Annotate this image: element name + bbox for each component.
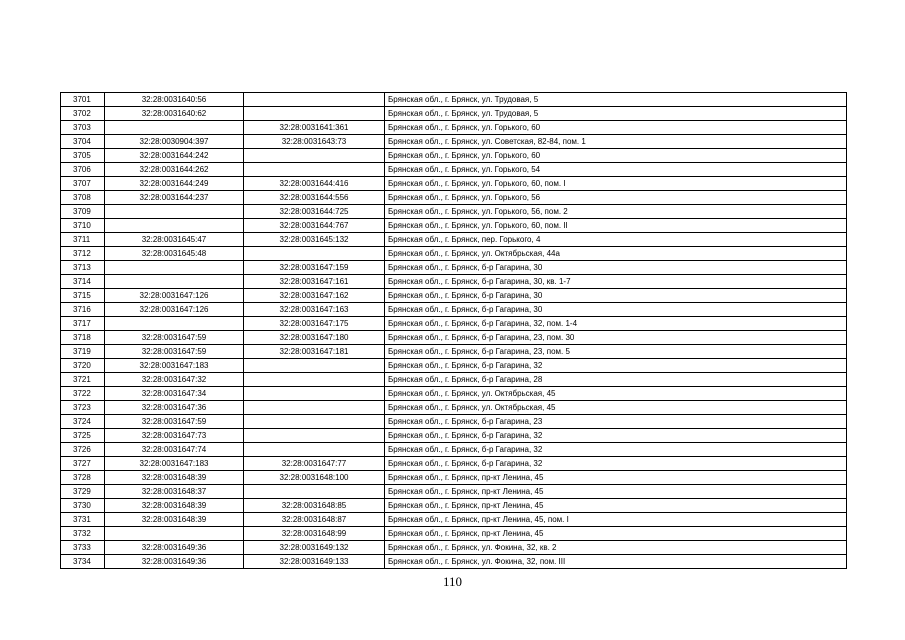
table-row xyxy=(61,513,847,527)
building-number-cell: 32:28:0031644:556 xyxy=(244,191,385,205)
cadastral-number-cell: 32:28:0031647:126 xyxy=(105,289,244,303)
building-number-cell xyxy=(244,415,385,429)
building-number-cell xyxy=(244,387,385,401)
row-number-cell: 3722 xyxy=(61,387,105,401)
row-number-cell: 3709 xyxy=(61,205,105,219)
address-cell: Брянская обл., г. Брянск, ул. Горького, 60, пом. I xyxy=(385,177,847,191)
row-number-cell: 3712 xyxy=(61,247,105,261)
table-row xyxy=(61,499,847,513)
cadastral-number-cell: 32:28:0031648:39 xyxy=(105,471,244,485)
row-number-cell: 3734 xyxy=(61,555,105,569)
table-row xyxy=(61,261,847,275)
address-cell: Брянская обл., г. Брянск, б-р Гагарина, 30, кв. 1-7 xyxy=(385,275,847,289)
table-row xyxy=(61,429,847,443)
building-number-cell: 32:28:0031647:163 xyxy=(244,303,385,317)
building-number-cell: 32:28:0031641:361 xyxy=(244,121,385,135)
building-number-cell: 32:28:0031647:162 xyxy=(244,289,385,303)
cadastral-number-cell: 32:28:0031648:37 xyxy=(105,485,244,499)
table-row xyxy=(61,443,847,457)
cadastral-number-cell: 32:28:0031648:39 xyxy=(105,513,244,527)
table-row xyxy=(61,275,847,289)
table-row xyxy=(61,219,847,233)
table-row xyxy=(61,149,847,163)
building-number-cell xyxy=(244,107,385,121)
cadastral-number-cell: 32:28:0031647:126 xyxy=(105,303,244,317)
table-row xyxy=(61,121,847,135)
address-cell: Брянская обл., г. Брянск, ул. Фокина, 32, кв. 2 xyxy=(385,541,847,555)
address-cell: Брянская обл., г. Брянск, б-р Гагарина, 30 xyxy=(385,303,847,317)
row-number-cell: 3710 xyxy=(61,219,105,233)
address-cell: Брянская обл., г. Брянск, б-р Гагарина, 30 xyxy=(385,289,847,303)
row-number-cell: 3729 xyxy=(61,485,105,499)
table-row xyxy=(61,317,847,331)
cadastral-number-cell: 32:28:0031649:36 xyxy=(105,541,244,555)
building-number-cell xyxy=(244,163,385,177)
cadastral-number-cell: 32:28:0031647:34 xyxy=(105,387,244,401)
row-number-cell: 3730 xyxy=(61,499,105,513)
address-cell: Брянская обл., г. Брянск, пр-кт Ленина, 45, пом. I xyxy=(385,513,847,527)
row-number-cell: 3724 xyxy=(61,415,105,429)
cadastral-number-cell: 32:28:0031647:183 xyxy=(105,359,244,373)
cadastral-number-cell xyxy=(105,261,244,275)
table-row xyxy=(61,331,847,345)
row-number-cell: 3727 xyxy=(61,457,105,471)
table-row xyxy=(61,471,847,485)
row-number-cell: 3725 xyxy=(61,429,105,443)
table-row xyxy=(61,527,847,541)
row-number-cell: 3721 xyxy=(61,373,105,387)
building-number-cell xyxy=(244,485,385,499)
building-number-cell: 32:28:0031648:99 xyxy=(244,527,385,541)
row-number-cell: 3707 xyxy=(61,177,105,191)
cadastral-number-cell xyxy=(105,317,244,331)
row-number-cell: 3718 xyxy=(61,331,105,345)
address-cell: Брянская обл., г. Брянск, ул. Горького, 60 xyxy=(385,149,847,163)
table-row xyxy=(61,359,847,373)
row-number-cell: 3731 xyxy=(61,513,105,527)
cadastral-number-cell xyxy=(105,205,244,219)
table-row xyxy=(61,247,847,261)
building-number-cell xyxy=(244,373,385,387)
building-number-cell: 32:28:0031647:175 xyxy=(244,317,385,331)
cadastral-number-cell: 32:28:0031647:59 xyxy=(105,331,244,345)
address-cell: Брянская обл., г. Брянск, ул. Советская, 82-84, пом. 1 xyxy=(385,135,847,149)
row-number-cell: 3717 xyxy=(61,317,105,331)
table-row xyxy=(61,177,847,191)
cadastral-number-cell: 32:28:0030904:397 xyxy=(105,135,244,149)
address-cell: Брянская обл., г. Брянск, ул. Горького, 56, пом. 2 xyxy=(385,205,847,219)
cadastral-number-cell: 32:28:0031648:39 xyxy=(105,499,244,513)
row-number-cell: 3728 xyxy=(61,471,105,485)
building-number-cell xyxy=(244,149,385,163)
building-number-cell xyxy=(244,93,385,107)
address-cell: Брянская обл., г. Брянск, пр-кт Ленина, 45 xyxy=(385,485,847,499)
table-row xyxy=(61,345,847,359)
table-row xyxy=(61,485,847,499)
building-number-cell xyxy=(244,429,385,443)
row-number-cell: 3701 xyxy=(61,93,105,107)
table-body xyxy=(61,93,847,569)
table-row xyxy=(61,541,847,555)
table-row xyxy=(61,191,847,205)
property-table xyxy=(60,92,847,569)
building-number-cell: 32:28:0031645:132 xyxy=(244,233,385,247)
table-row xyxy=(61,289,847,303)
building-number-cell: 32:28:0031647:77 xyxy=(244,457,385,471)
cadastral-number-cell: 32:28:0031647:59 xyxy=(105,345,244,359)
cadastral-number-cell xyxy=(105,275,244,289)
address-cell: Брянская обл., г. Брянск, б-р Гагарина, 32 xyxy=(385,359,847,373)
address-cell: Брянская обл., г. Брянск, пер. Горького, 4 xyxy=(385,233,847,247)
address-cell: Брянская обл., г. Брянск, б-р Гагарина, 32 xyxy=(385,443,847,457)
building-number-cell: 32:28:0031648:100 xyxy=(244,471,385,485)
cadastral-number-cell: 32:28:0031644:237 xyxy=(105,191,244,205)
cadastral-number-cell: 32:28:0031644:249 xyxy=(105,177,244,191)
address-cell: Брянская обл., г. Брянск, ул. Горького, 56 xyxy=(385,191,847,205)
address-cell: Брянская обл., г. Брянск, б-р Гагарина, 32, пом. 1-4 xyxy=(385,317,847,331)
table-row xyxy=(61,135,847,149)
address-cell: Брянская обл., г. Брянск, б-р Гагарина, 23, пом. 30 xyxy=(385,331,847,345)
address-cell: Брянская обл., г. Брянск, б-р Гагарина, 32 xyxy=(385,429,847,443)
cadastral-number-cell xyxy=(105,219,244,233)
address-cell: Брянская обл., г. Брянск, б-р Гагарина, 28 xyxy=(385,373,847,387)
table-row xyxy=(61,205,847,219)
row-number-cell: 3703 xyxy=(61,121,105,135)
row-number-cell: 3706 xyxy=(61,163,105,177)
address-cell: Брянская обл., г. Брянск, б-р Гагарина, 32 xyxy=(385,457,847,471)
building-number-cell: 32:28:0031644:767 xyxy=(244,219,385,233)
cadastral-number-cell: 32:28:0031640:56 xyxy=(105,93,244,107)
row-number-cell: 3704 xyxy=(61,135,105,149)
building-number-cell: 32:28:0031649:133 xyxy=(244,555,385,569)
table-row xyxy=(61,373,847,387)
building-number-cell: 32:28:0031648:87 xyxy=(244,513,385,527)
row-number-cell: 3723 xyxy=(61,401,105,415)
address-cell: Брянская обл., г. Брянск, б-р Гагарина, 30 xyxy=(385,261,847,275)
cadastral-number-cell: 32:28:0031640:62 xyxy=(105,107,244,121)
table-row xyxy=(61,93,847,107)
address-cell: Брянская обл., г. Брянск, ул. Октябрьская, 44а xyxy=(385,247,847,261)
building-number-cell: 32:28:0031644:416 xyxy=(244,177,385,191)
cadastral-number-cell: 32:28:0031645:48 xyxy=(105,247,244,261)
cadastral-number-cell: 32:28:0031647:183 xyxy=(105,457,244,471)
table-row xyxy=(61,107,847,121)
row-number-cell: 3716 xyxy=(61,303,105,317)
address-cell: Брянская обл., г. Брянск, ул. Трудовая, 5 xyxy=(385,107,847,121)
row-number-cell: 3705 xyxy=(61,149,105,163)
building-number-cell xyxy=(244,247,385,261)
table-row xyxy=(61,303,847,317)
address-cell: Брянская обл., г. Брянск, ул. Горького, 54 xyxy=(385,163,847,177)
cadastral-number-cell xyxy=(105,121,244,135)
address-cell: Брянская обл., г. Брянск, б-р Гагарина, 23 xyxy=(385,415,847,429)
row-number-cell: 3708 xyxy=(61,191,105,205)
row-number-cell: 3711 xyxy=(61,233,105,247)
cadastral-number-cell: 32:28:0031649:36 xyxy=(105,555,244,569)
page-number: 110 xyxy=(442,574,463,589)
address-cell: Брянская обл., г. Брянск, ул. Горького, 60 xyxy=(385,121,847,135)
cadastral-number-cell: 32:28:0031644:242 xyxy=(105,149,244,163)
address-cell: Брянская обл., г. Брянск, ул. Октябрьская, 45 xyxy=(385,401,847,415)
cadastral-number-cell: 32:28:0031647:32 xyxy=(105,373,244,387)
address-cell: Брянская обл., г. Брянск, ул. Трудовая, 5 xyxy=(385,93,847,107)
address-cell: Брянская обл., г. Брянск, ул. Фокина, 32, пом. III xyxy=(385,555,847,569)
row-number-cell: 3720 xyxy=(61,359,105,373)
cadastral-number-cell: 32:28:0031647:73 xyxy=(105,429,244,443)
building-number-cell: 32:28:0031644:725 xyxy=(244,205,385,219)
row-number-cell: 3714 xyxy=(61,275,105,289)
cadastral-number-cell: 32:28:0031647:74 xyxy=(105,443,244,457)
row-number-cell: 3732 xyxy=(61,527,105,541)
row-number-cell: 3726 xyxy=(61,443,105,457)
cadastral-number-cell: 32:28:0031647:36 xyxy=(105,401,244,415)
table-row xyxy=(61,457,847,471)
address-cell: Брянская обл., г. Брянск, б-р Гагарина, 23, пом. 5 xyxy=(385,345,847,359)
building-number-cell: 32:28:0031647:161 xyxy=(244,275,385,289)
building-number-cell xyxy=(244,359,385,373)
cadastral-number-cell: 32:28:0031644:262 xyxy=(105,163,244,177)
cadastral-number-cell: 32:28:0031645:47 xyxy=(105,233,244,247)
table-row xyxy=(61,163,847,177)
row-number-cell: 3719 xyxy=(61,345,105,359)
row-number-cell: 3713 xyxy=(61,261,105,275)
address-cell: Брянская обл., г. Брянск, пр-кт Ленина, 45 xyxy=(385,527,847,541)
table-row xyxy=(61,387,847,401)
address-cell: Брянская обл., г. Брянск, ул. Горького, 60, пом. II xyxy=(385,219,847,233)
building-number-cell: 32:28:0031643:73 xyxy=(244,135,385,149)
building-number-cell: 32:28:0031647:181 xyxy=(244,345,385,359)
building-number-cell xyxy=(244,443,385,457)
address-cell: Брянская обл., г. Брянск, пр-кт Ленина, 45 xyxy=(385,471,847,485)
cadastral-number-cell xyxy=(105,527,244,541)
table-row xyxy=(61,555,847,569)
table-row xyxy=(61,233,847,247)
row-number-cell: 3733 xyxy=(61,541,105,555)
table-row xyxy=(61,415,847,429)
building-number-cell: 32:28:0031648:85 xyxy=(244,499,385,513)
cadastral-number-cell: 32:28:0031647:59 xyxy=(105,415,244,429)
row-number-cell: 3702 xyxy=(61,107,105,121)
address-cell: Брянская обл., г. Брянск, пр-кт Ленина, 45 xyxy=(385,499,847,513)
building-number-cell: 32:28:0031647:159 xyxy=(244,261,385,275)
building-number-cell: 32:28:0031649:132 xyxy=(244,541,385,555)
building-number-cell xyxy=(244,401,385,415)
building-number-cell: 32:28:0031647:180 xyxy=(244,331,385,345)
row-number-cell: 3715 xyxy=(61,289,105,303)
address-cell: Брянская обл., г. Брянск, ул. Октябрьская, 45 xyxy=(385,387,847,401)
table-row xyxy=(61,401,847,415)
